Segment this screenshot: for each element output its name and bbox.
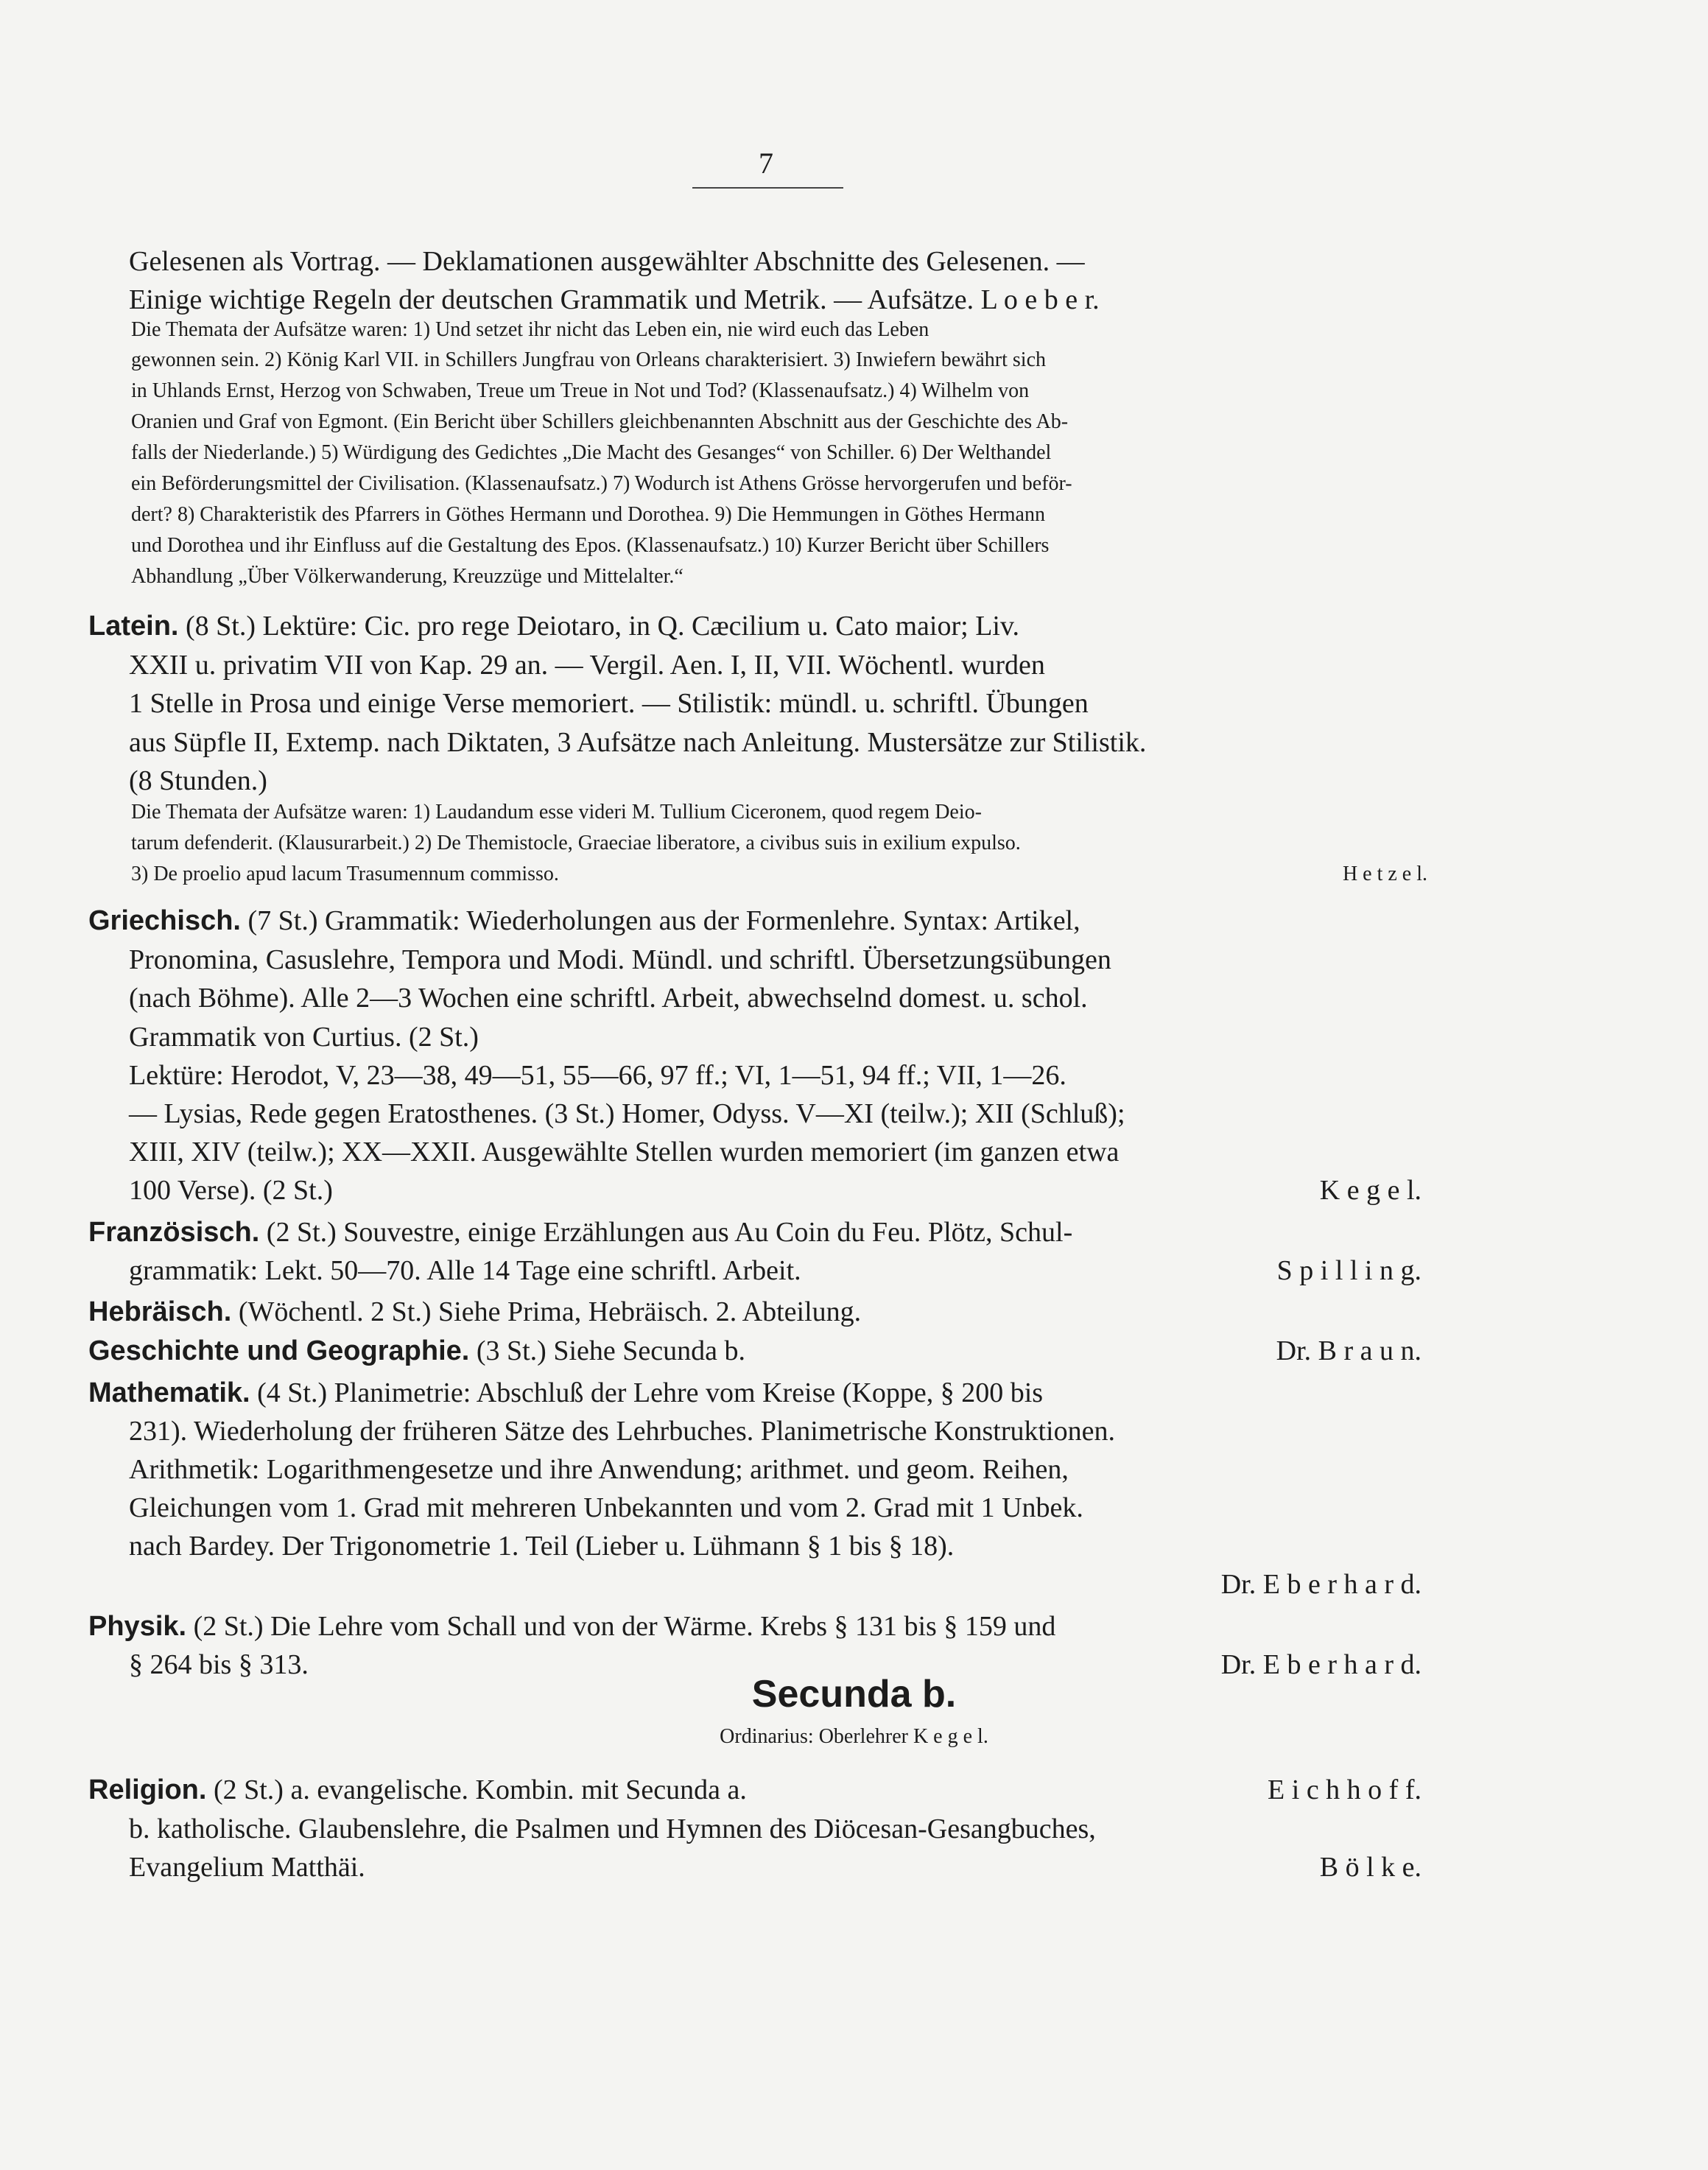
text-line — [129, 1172, 1421, 1209]
teacher-name: K e g e l. — [1319, 1175, 1421, 1206]
subject-heading: Latein. — [88, 611, 179, 642]
line-text: aus Süpfle II, Extemp. nach Diktaten, 3 Aufsätze nach Anleitung. Mustersätze zur Stilistik. — [129, 727, 1147, 758]
footnote-line — [131, 315, 1427, 345]
teacher-name: B ö l k e. — [1319, 1852, 1421, 1883]
line-body — [131, 798, 982, 827]
subject-heading: Hebräisch. — [88, 1296, 232, 1327]
text-line — [129, 941, 1421, 978]
text-line — [129, 1451, 1421, 1488]
line-body — [129, 1095, 1125, 1132]
subject-heading: Griechisch. — [88, 905, 241, 936]
teacher-name: S p i l l i n g. — [1276, 1255, 1421, 1286]
teacher-name: Dr. B r a u n. — [1276, 1335, 1421, 1366]
footnote-line — [131, 376, 1427, 406]
line-text: XXII u. privatim VII von Kap. 29 an. — Vergil. Aen. I, II, VII. Wöchentl. wurden — [129, 650, 1045, 681]
line-body — [129, 1019, 479, 1056]
line-body — [129, 1489, 1083, 1526]
line-text: § 264 bis § 313. — [129, 1649, 309, 1680]
line-body — [129, 1252, 801, 1289]
page-number: 7 — [759, 147, 773, 180]
footnote-line — [131, 345, 1427, 375]
line-text: (3 St.) Siehe Secunda b. — [476, 1335, 745, 1366]
text-line — [129, 1566, 1421, 1603]
text-line — [129, 1413, 1421, 1450]
line-text: Grammatik von Curtius. (2 St.) — [129, 1022, 479, 1053]
line-text: Evangelium Matthäi. — [129, 1852, 365, 1883]
line-text: tarum defenderit. (Klausurarbeit.) 2) De Themistocle, Graeciae liberatore, a civibus suis in exilium expulso. — [131, 832, 1021, 854]
line-text: grammatik: Lekt. 50—70. Alle 14 Tage eine schriftl. Arbeit. — [129, 1255, 801, 1286]
line-body — [131, 500, 1045, 530]
line-text: (8 St.) Lektüre: Cic. pro rege Deiotaro, in Q. Cæcilium u. Cato maior; Liv. — [185, 611, 1019, 642]
text-line — [129, 762, 1421, 799]
text-line — [129, 1134, 1421, 1170]
line-text: (8 Stunden.) — [129, 765, 267, 796]
text-line — [129, 724, 1421, 761]
text-line — [88, 1772, 1421, 1808]
text-line — [129, 1252, 1421, 1289]
line-body — [129, 1528, 954, 1565]
subject-heading: Französisch. — [88, 1217, 260, 1248]
line-body — [129, 1849, 365, 1886]
line-text: Die Themata der Aufsätze waren: 1) Laudandum esse videri M. Tullium Ciceronem, quod regem Deio- — [131, 801, 982, 824]
line-body — [131, 829, 1021, 858]
section-title: Secunda b. — [751, 1673, 957, 1716]
line-body — [131, 562, 683, 591]
teacher-name: E i c h h o f f. — [1268, 1774, 1421, 1805]
footnote-line — [131, 500, 1427, 530]
line-text: gewonnen sein. 2) König Karl VII. in Schillers Jungfrau von Orleans charakterisiert. 3) Inwiefern bewährt sich — [131, 348, 1046, 371]
line-body — [131, 531, 1049, 561]
line-body — [131, 407, 1068, 437]
line-body — [129, 685, 1089, 722]
line-body — [88, 1214, 1072, 1251]
line-body — [88, 1608, 1055, 1645]
line-text: Pronomina, Casuslehre, Tempora und Modi. Mündl. und schriftl. Übersetzungsübungen — [129, 944, 1111, 975]
footnote-line — [131, 798, 1427, 827]
text-line — [88, 1332, 1421, 1369]
line-body — [131, 469, 1072, 499]
line-text: Arithmetik: Logarithmengesetze und ihre Anwendung; arithmet. und geom. Reihen, — [129, 1454, 1069, 1485]
line-text: XIII, XIV (teilw.); XX—XXII. Ausgewählte Stellen wurden memoriert (im ganzen etwa — [129, 1137, 1120, 1167]
line-text: (4 St.) Planimetrie: Abschluß der Lehre vom Kreise (Koppe, § 200 bis — [257, 1377, 1044, 1408]
text-line — [129, 1849, 1421, 1886]
footnote-line — [131, 829, 1427, 858]
line-text: Abhandlung „Über Völkerwanderung, Kreuzzüge und Mittelalter.“ — [131, 565, 683, 588]
line-body — [88, 1293, 861, 1330]
line-text: Oranien und Graf von Egmont. (Ein Bericht über Schillers gleichbenannten Abschnitt aus der Geschichte des Ab- — [131, 410, 1069, 433]
line-body — [129, 1172, 333, 1209]
line-text: Gleichungen vom 1. Grad mit mehreren Unbekannten und vom 2. Grad mit 1 Unbek. — [129, 1492, 1083, 1523]
line-body — [129, 1413, 1115, 1450]
line-text: 231). Wiederholung der früheren Sätze des Lehrbuches. Planimetrische Konstruktionen. — [129, 1416, 1115, 1447]
line-body — [88, 1772, 747, 1808]
line-body — [88, 902, 1080, 939]
text-line — [88, 1214, 1421, 1251]
line-text: und Dorothea und ihr Einfluss auf die Gestaltung des Epos. (Klassenaufsatz.) 10) Kurzer Bericht über Schillers — [131, 534, 1050, 557]
line-text: falls der Niederlande.) 5) Würdigung des Gedichtes „Die Macht des Gesanges“ von Schiller. 6) Der Welthandel — [131, 441, 1052, 464]
line-body — [131, 345, 1046, 375]
line-text: 100 Verse). (2 St.) — [129, 1175, 333, 1206]
subject-heading: Physik. — [88, 1611, 187, 1642]
subject-heading: Mathematik. — [88, 1377, 250, 1408]
line-body — [129, 281, 1100, 318]
line-body — [129, 724, 1146, 761]
line-text: nach Bardey. Der Trigonometrie 1. Teil (Lieber u. Lühmann § 1 bis § 18). — [129, 1531, 955, 1562]
line-text: (nach Böhme). Alle 2—3 Wochen eine schriftl. Arbeit, abwechselnd domest. u. schol. — [129, 983, 1088, 1014]
line-body — [131, 376, 1029, 406]
subject-heading: Geschichte und Geographie. — [88, 1335, 470, 1366]
line-body — [88, 1374, 1043, 1411]
line-text: Die Themata der Aufsätze waren: 1) Und setzet ihr nicht das Leben ein, nie wird euch das Leben — [131, 318, 929, 341]
line-body — [129, 1057, 1066, 1094]
line-body — [129, 762, 267, 799]
line-body — [129, 1134, 1119, 1170]
text-line — [129, 1528, 1421, 1565]
text-line — [88, 1608, 1421, 1645]
footnote-line — [131, 860, 1427, 889]
teacher-name: Dr. E b e r h a r d. — [1220, 1649, 1421, 1680]
teacher-name: H e t z e l. — [1342, 863, 1427, 885]
line-text: 1 Stelle in Prosa und einige Verse memoriert. — Stilistik: mündl. u. schriftl. Übungen — [129, 688, 1089, 719]
footnote-line — [131, 407, 1427, 437]
line-text: in Uhlands Ernst, Herzog von Schwaben, Treue um Treue in Not und Tod? (Klassenaufsatz.) 4) Wilhelm von — [131, 379, 1030, 402]
line-body — [129, 647, 1045, 684]
text-line — [129, 647, 1421, 684]
footnote-line — [131, 438, 1427, 468]
line-body — [129, 980, 1088, 1016]
line-body — [129, 243, 1085, 280]
line-body — [131, 438, 1051, 468]
subject-heading: Religion. — [88, 1774, 207, 1805]
text-line — [129, 1811, 1421, 1847]
text-line — [129, 980, 1421, 1016]
text-line — [88, 1374, 1421, 1411]
text-line — [129, 281, 1421, 318]
line-body — [131, 315, 929, 345]
line-text: Lektüre: Herodot, V, 23—38, 49—51, 55—66, 97 ff.; VI, 1—51, 94 ff.; VII, 1—26. — [129, 1060, 1066, 1091]
line-text: ein Beförderungsmittel der Civilisation. (Klassenaufsatz.) 7) Wodurch ist Athens Grösse hervorgerufen und beför- — [131, 472, 1072, 495]
line-text: (2 St.) Souvestre, einige Erzählungen aus Au Coin du Feu. Plötz, Schul- — [266, 1217, 1073, 1248]
line-text: b. katholische. Glaubenslehre, die Psalmen und Hymnen des Diöcesan-Gesangbuches, — [129, 1813, 1096, 1844]
teacher-name: Dr. E b e r h a r d. — [1220, 1569, 1421, 1600]
text-line — [129, 1057, 1421, 1094]
line-body — [129, 941, 1111, 978]
text-line — [129, 1019, 1421, 1056]
line-body — [129, 1811, 1096, 1847]
line-text: (Wöchentl. 2 St.) Siehe Prima, Hebräisch. 2. Abteilung. — [238, 1296, 862, 1327]
line-text: Einige wichtige Regeln der deutschen Grammatik und Metrik. — Aufsätze. L o e b e r. — [129, 284, 1100, 315]
text-line — [88, 608, 1421, 645]
line-text: 3) De proelio apud lacum Trasumennum commisso. — [131, 863, 559, 885]
text-line — [88, 1293, 1421, 1330]
text-line — [129, 1489, 1421, 1526]
text-line — [129, 1095, 1421, 1132]
line-body — [131, 860, 559, 889]
line-text: Gelesenen als Vortrag. — Deklamationen ausgewählter Abschnitte des Gelesenen. — — [129, 246, 1085, 277]
line-text: — Lysias, Rede gegen Eratosthenes. (3 St.) Homer, Odyss. V—XI (teilw.); XII (Schluß); — [129, 1098, 1125, 1129]
line-text: dert? 8) Charakteristik des Pfarrers in Göthes Hermann und Dorothea. 9) Die Hemmungen in Göthes Hermann — [131, 503, 1045, 526]
footnote-line — [131, 531, 1427, 561]
text-line — [129, 243, 1421, 280]
footnote-line — [131, 469, 1427, 499]
line-text: (2 St.) Die Lehre vom Schall und von der Wärme. Krebs § 131 bis § 159 und — [193, 1611, 1056, 1642]
header-rule — [692, 187, 843, 189]
footnote-line — [131, 562, 1427, 591]
text-line — [129, 685, 1421, 722]
text-line — [88, 902, 1421, 939]
line-body — [88, 608, 1019, 645]
line-body — [88, 1332, 745, 1369]
line-text: (7 St.) Grammatik: Wiederholungen aus der Formenlehre. Syntax: Artikel, — [247, 905, 1080, 936]
section-ordinarius: Ordinarius: Oberlehrer K e g e l. — [720, 1725, 988, 1748]
line-text: (2 St.) a. evangelische. Kombin. mit Secunda a. — [213, 1774, 747, 1805]
line-body — [129, 1451, 1069, 1488]
